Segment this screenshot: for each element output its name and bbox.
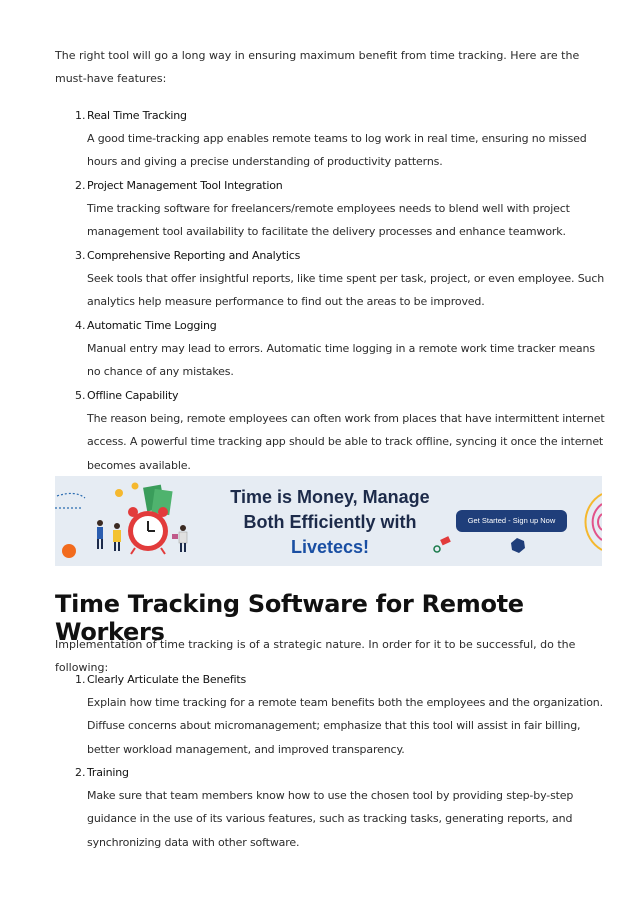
banner-headline-line2: Both Efficiently with bbox=[243, 512, 417, 532]
intro-paragraph: The right tool will go a long way in ensuring maximum benefit from time tracking. Here are the must-have features: bbox=[55, 49, 580, 85]
list-number: 1. bbox=[75, 673, 86, 686]
feature-title: Real Time Tracking bbox=[87, 109, 187, 122]
banner-headline-line1: Time is Money, Manage bbox=[230, 487, 430, 507]
banner-headline bbox=[205, 485, 455, 560]
feature-description: Time tracking software for freelancers/remote employees needs to blend well with project management tool availability to facilitate the delivery processes and enhance teamwork. bbox=[87, 202, 570, 239]
feature-description: Manual entry may lead to errors. Automatic time logging in a remote work time tracker means no chance of any mistakes. bbox=[87, 342, 595, 379]
list-number: 5. bbox=[75, 389, 86, 402]
dashed-line-icon bbox=[57, 493, 85, 498]
orange-dot-icon bbox=[62, 544, 76, 558]
feature-description: A good time-tracking app enables remote teams to log work in real time, ensuring no missed hours and giving a precise understanding of productivity patterns. bbox=[87, 132, 587, 169]
feature-title: Project Management Tool Integration bbox=[87, 179, 283, 192]
coin-icon bbox=[115, 489, 123, 497]
signup-button[interactable]: Get Started - Sign up Now bbox=[456, 510, 567, 532]
feature-description: The reason being, remote employees can often work from places that have intermittent internet access. A powerful time tracking app should be able to track offline, syncing it once the internet becomes available. bbox=[87, 412, 605, 472]
hexagon-icon bbox=[511, 538, 525, 553]
person-icon bbox=[113, 523, 121, 551]
step-title: Clearly Articulate the Benefits bbox=[87, 673, 247, 686]
list-number: 4. bbox=[75, 319, 86, 332]
feature-title: Automatic Time Logging bbox=[87, 319, 217, 332]
list-number: 2. bbox=[75, 766, 86, 779]
list-number: 2. bbox=[75, 179, 86, 192]
list-number: 3. bbox=[75, 249, 86, 262]
step-description: Explain how time tracking for a remote team benefits both the employees and the organization. Diffuse concerns about micromanagement; emphasize that this tool will assist in fair billing, better workload management, and improved transparency. bbox=[87, 696, 603, 756]
person-icon bbox=[172, 525, 187, 552]
list-number: 1. bbox=[75, 109, 86, 122]
step-title: Training bbox=[87, 766, 129, 779]
feature-description: Seek tools that offer insightful reports, like time spent per task, project, or even employee. Such analytics help measure performance to find out the areas to be improved. bbox=[87, 272, 605, 309]
feature-title: Comprehensive Reporting and Analytics bbox=[87, 249, 301, 262]
promo-banner[interactable] bbox=[55, 476, 602, 566]
step-description: Make sure that team members know how to use the chosen tool by providing step-by-step guidance in the use of its various features, such as tracking tasks, generating reports, and synchronizing data with other software. bbox=[87, 789, 574, 849]
person-icon bbox=[97, 520, 103, 549]
section-heading: Time Tracking Software for Remote Workers bbox=[55, 590, 524, 646]
banner-brand: Livetecs! bbox=[290, 537, 370, 557]
alarm-clock-icon bbox=[128, 507, 168, 554]
arc-decoration-icon bbox=[585, 494, 602, 550]
feature-title: Offline Capability bbox=[87, 389, 179, 402]
section-intro: Implementation of time tracking is of a strategic nature. In order for it to be successful, do the following: bbox=[55, 638, 576, 674]
